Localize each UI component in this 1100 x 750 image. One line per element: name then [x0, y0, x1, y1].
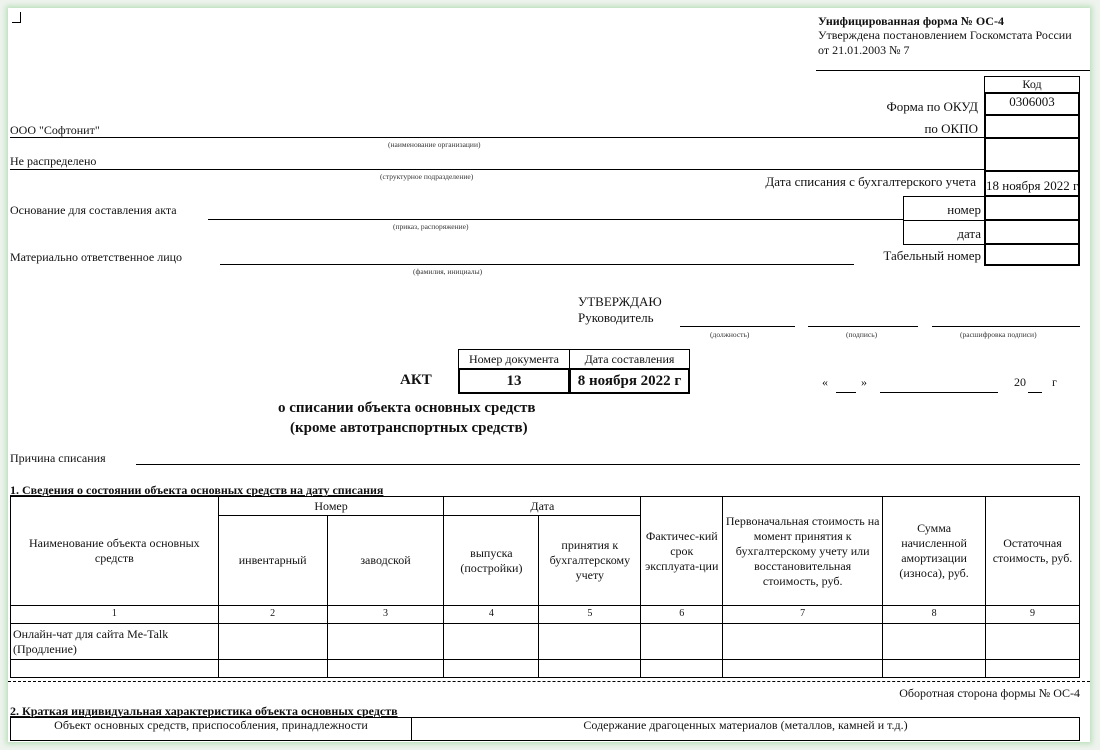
- signature-line: [808, 326, 918, 327]
- page-cut-line: [8, 681, 1090, 682]
- col-number: 1: [11, 606, 219, 624]
- year-prefix: 20: [1014, 375, 1026, 389]
- org-name-caption: (наименование организации): [388, 140, 481, 149]
- doc-number-header: Номер документа: [458, 349, 570, 369]
- header-date-group: Дата: [444, 497, 641, 516]
- org-name: ООО "Софтонит": [10, 123, 100, 137]
- section2-col2: Содержание драгоценных материалов (металлов, камней и т.д.): [411, 717, 1080, 741]
- number-box: [984, 196, 1080, 221]
- okud-label: Форма по ОКУД: [886, 99, 978, 114]
- header-acceptance: принятия к бухгалтерскому учету: [539, 516, 641, 606]
- row1-cell: [327, 624, 444, 660]
- decode-line: [932, 326, 1080, 327]
- head-text: Руководитель: [578, 310, 654, 325]
- col-number: 7: [723, 606, 883, 624]
- writeoff-date-value: 18 ноября 2022 г: [986, 178, 1079, 193]
- reason-line: [136, 464, 1080, 465]
- basis-line: [208, 219, 904, 220]
- year-suffix: г: [1052, 375, 1057, 389]
- section2-title: 2. Краткая индивидуальная характеристика объекта основных средств: [10, 704, 398, 718]
- row1-cell: [218, 624, 327, 660]
- row1-cell: [539, 624, 641, 660]
- row1-cell: [986, 624, 1080, 660]
- position-line: [680, 326, 795, 327]
- row1-cell: [723, 624, 883, 660]
- header-factory: заводской: [327, 516, 444, 606]
- responsible-caption: (фамилия, инициалы): [413, 267, 483, 276]
- row1-cell: [883, 624, 986, 660]
- col-number: 6: [641, 606, 723, 624]
- header-initial-cost: Первоначальная стоимость на момент принятия к бухгалтерскому учету или восстановительная стоимость, руб.: [723, 497, 883, 606]
- okpo-label: по ОКПО: [924, 121, 978, 136]
- row1-cell: [444, 624, 539, 660]
- row2-cell: [723, 660, 883, 678]
- header-rule: [816, 70, 1090, 71]
- org-division-caption: (структурное подразделение): [380, 172, 474, 181]
- row2-cell: [539, 660, 641, 678]
- org-division: Не распределено: [10, 154, 97, 168]
- tab-number-label: Табельный номер: [883, 248, 981, 263]
- row2-cell: [641, 660, 723, 678]
- position-caption: (должность): [710, 330, 750, 339]
- act-title-1: о списании объекта основных средств: [278, 400, 536, 416]
- header-release: выпуска (постройки): [444, 516, 539, 606]
- act-title-2: (кроме автотранспортных средств): [290, 420, 528, 436]
- header-inventory: инвентарный: [218, 516, 327, 606]
- approve-text: УТВЕРЖДАЮ: [578, 294, 662, 309]
- signature-caption: (подпись): [846, 330, 878, 339]
- writeoff-date-label: Дата списания с бухгалтерского учета: [765, 174, 976, 189]
- date-box: [984, 220, 1080, 245]
- form-approved: Утверждена постановлением Госкомстата России: [818, 28, 1072, 42]
- document-sheet: [8, 8, 1090, 742]
- row2-cell: [444, 660, 539, 678]
- okud-value: 0306003: [1009, 94, 1055, 109]
- day-line: [836, 392, 856, 393]
- row2-cell: [883, 660, 986, 678]
- date-label: дата: [957, 226, 981, 241]
- responsible-line: [220, 264, 854, 265]
- decode-caption: (расшифровка подписи): [960, 330, 1037, 339]
- month-line: [880, 392, 998, 393]
- row1-name: Онлайн-чат для сайта Me-Talk (Продление): [11, 624, 219, 660]
- header-name: Наименование объекта основных средств: [11, 497, 219, 606]
- act-label: АКТ: [400, 372, 432, 388]
- reason-label: Причина списания: [10, 451, 106, 465]
- quote-open: «: [822, 375, 828, 389]
- blank-code-box: [984, 138, 1080, 172]
- reverse-label: Оборотная сторона формы № ОС-4: [899, 686, 1080, 700]
- header-residual: Остаточная стоимость, руб.: [986, 497, 1080, 606]
- doc-date-header: Дата составления: [569, 349, 690, 369]
- okpo-box: [984, 115, 1080, 139]
- doc-date: 8 ноября 2022 г: [569, 368, 690, 394]
- section1-table: [10, 496, 1080, 678]
- number-label: номер: [947, 202, 981, 217]
- tab-number-box: [984, 244, 1080, 266]
- header-number-group: Номер: [218, 497, 444, 516]
- form-date-line: от 21.01.2003 № 7: [818, 43, 910, 57]
- doc-number: 13: [458, 368, 570, 394]
- col-number: 8: [883, 606, 986, 624]
- row2-cell: [218, 660, 327, 678]
- row1-cell: [641, 624, 723, 660]
- col-number: 2: [218, 606, 327, 624]
- header-depreciation: Сумма начисленной амортизации (износа), руб.: [883, 497, 986, 606]
- section1-title: 1. Сведения о состоянии объекта основных средств на дату списания: [10, 483, 384, 497]
- corner-mark: [12, 12, 21, 23]
- section2-col1: Объект основных средств, приспособления, принадлежности: [10, 717, 412, 741]
- basis-caption: (приказ, распоряжение): [393, 222, 469, 231]
- row2-cell: [11, 660, 219, 678]
- code-header: Код: [984, 76, 1080, 93]
- org-name-line: [10, 137, 984, 138]
- col-number: 4: [444, 606, 539, 624]
- col-number: 9: [986, 606, 1080, 624]
- col-number: 3: [327, 606, 444, 624]
- responsible-label: Материально ответственное лицо: [10, 250, 183, 264]
- basis-label: Основание для составления акта: [10, 203, 177, 217]
- org-division-line: [10, 169, 984, 170]
- year-line: [1028, 392, 1042, 393]
- header-useful-life: Фактичес-кий срок эксплуата-ции: [641, 497, 723, 606]
- quote-close: »: [861, 375, 867, 389]
- row2-cell: [327, 660, 444, 678]
- row2-cell: [986, 660, 1080, 678]
- col-number: 5: [539, 606, 641, 624]
- form-title: Унифицированная форма № ОС-4: [818, 14, 1004, 28]
